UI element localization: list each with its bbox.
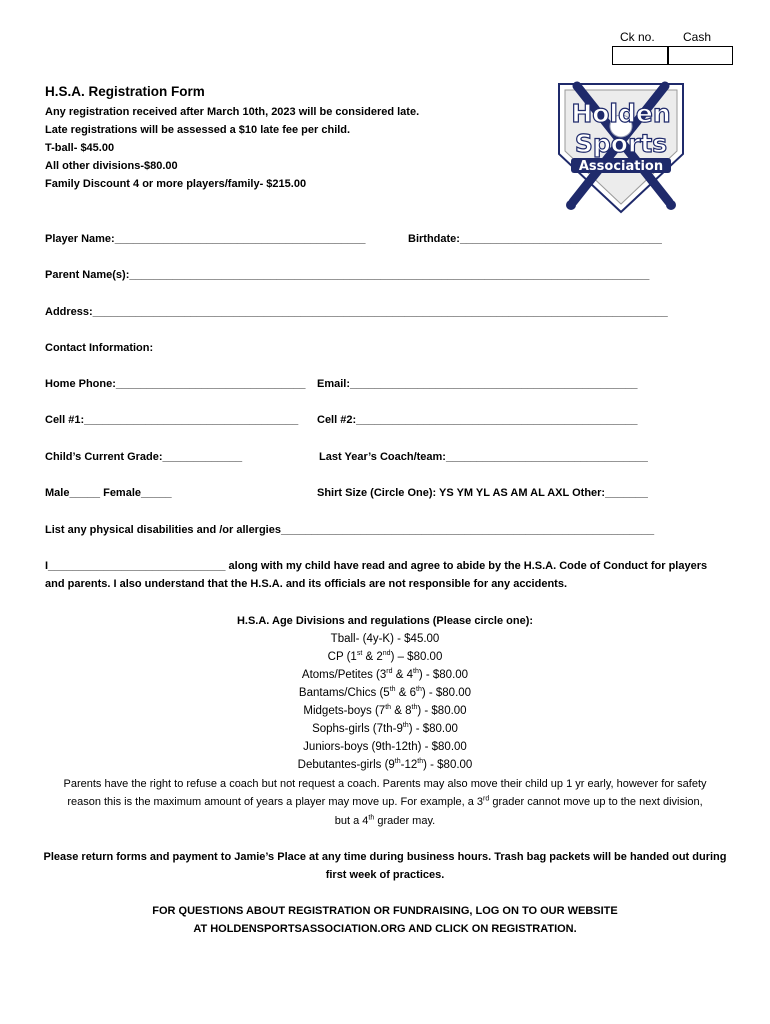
last-coach-field[interactable]: Last Year’s Coach/team:_________________________________	[319, 451, 648, 463]
logo-line3: Association	[578, 159, 664, 174]
policy-line1: Parents have the right to refuse a coach but not request a coach. Parents may also move their child up 1 yr early, however for safety	[63, 778, 707, 790]
division-tball: Tball- (4y-K) - $45.00	[330, 633, 440, 645]
logo-line1: Holden	[571, 99, 671, 128]
questions-line1: FOR QUESTIONS ABOUT REGISTRATION OR FUNDRAISING, LOG ON TO OUR WEBSITE	[152, 905, 618, 917]
cell2-field[interactable]: Cell #2:______________________________________________	[317, 414, 638, 426]
agreement-line1: I_____________________________ along with my child have read and agree to abide by the H.S.A. Code of Conduct for players	[45, 560, 708, 572]
policy-line3: but a 4th grader may.	[334, 814, 436, 827]
holden-sports-logo	[557, 80, 685, 214]
division-cp: CP (1st & 2nd) – $80.00	[327, 650, 443, 663]
late-note: Any registration received after March 10th, 2023 will be considered late.	[45, 106, 420, 118]
questions-line2: AT HOLDENSPORTSASSOCIATION.ORG AND CLICK ON REGISTRATION.	[193, 923, 577, 935]
division-atoms: Atoms/Petites (3rd & 4th) - $80.00	[301, 668, 469, 681]
ck-no-field[interactable]	[612, 46, 669, 65]
cash-label: Cash	[683, 30, 712, 44]
family-discount: Family Discount 4 or more players/family- $215.00	[45, 178, 307, 190]
division-debutantes: Debutantes-girls (9th-12th) - $80.00	[297, 758, 473, 771]
return-note-line2: first week of practices.	[325, 869, 445, 881]
division-sophs: Sophs-girls (7th-9th) - $80.00	[312, 722, 458, 735]
tball-price: T-ball- $45.00	[45, 142, 115, 154]
logo-line2: Sports	[574, 129, 668, 158]
birthdate-field[interactable]: Birthdate:_________________________________	[408, 233, 662, 245]
disabilities-field[interactable]: List any physical disabilities and /or allergies_____________________________________________________________	[45, 524, 655, 536]
ck-no-label: Ck no.	[620, 30, 655, 44]
contact-info-heading: Contact Information:	[45, 342, 154, 354]
division-midgets: Midgets-boys (7th & 8th) - $80.00	[303, 704, 467, 717]
gender-field[interactable]: Male_____ Female_____	[45, 487, 172, 499]
return-note-line1: Please return forms and payment to Jamie’s Place at any time during business hours. Trash bag packets will be handed out during	[43, 851, 727, 863]
grade-field[interactable]: Child’s Current Grade:_____________	[45, 451, 243, 463]
home-phone-field[interactable]: Home Phone:_______________________________	[45, 378, 306, 390]
cell1-field[interactable]: Cell #1:___________________________________	[45, 414, 299, 426]
other-divisions-price: All other divisions-$80.00	[45, 160, 178, 172]
policy-line2: reason this is the maximum amount of years a player may move up. For example, a 3rd grader cannot move up to the next division,	[67, 795, 703, 808]
division-bantams: Bantams/Chics (5th & 6th) - $80.00	[298, 686, 472, 699]
address-field[interactable]: Address:______________________________________________________________________________________________	[45, 306, 668, 318]
shirt-size-field[interactable]: Shirt Size (Circle One): YS YM YL AS AM AL AXL Other:_______	[317, 487, 648, 499]
parent-names-field[interactable]: Parent Name(s):_____________________________________________________________________________________	[45, 269, 650, 281]
player-name-field[interactable]: Player Name:_________________________________________	[45, 233, 366, 245]
cash-field[interactable]	[667, 46, 733, 65]
agreement-line2: and parents. I also understand that the H.S.A. and its officials are not responsible for any accidents.	[45, 578, 568, 590]
division-juniors: Juniors-boys (9th-12th) - $80.00	[303, 741, 467, 753]
email-field[interactable]: Email:_______________________________________________	[317, 378, 638, 390]
form-title: H.S.A. Registration Form	[45, 84, 205, 99]
late-fee-note: Late registrations will be assessed a $10 late fee per child.	[45, 124, 351, 136]
divisions-heading: H.S.A. Age Divisions and regulations (Please circle one):	[236, 615, 534, 627]
